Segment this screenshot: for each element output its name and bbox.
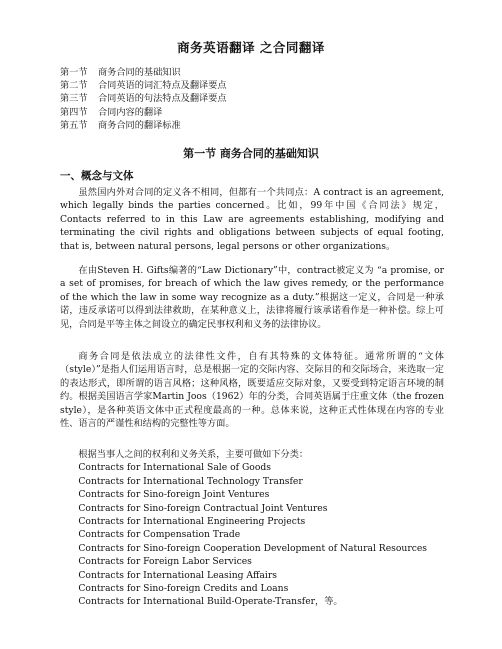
toc-item (60, 92, 227, 105)
subsection-title: 一、概念与文体 (60, 170, 134, 182)
contract-type-list (60, 461, 460, 608)
list-item: Contracts for Sino-foreign Joint Ventures (78, 489, 270, 501)
toc-item-number: 第五节 (60, 119, 88, 131)
toc-item-number: 第一节 (60, 67, 88, 78)
table-of-contents (60, 66, 227, 132)
toc-item-label: 合同英语的句法特点及翻译要点 (98, 93, 227, 105)
toc-item-number: 第三节 (60, 93, 88, 105)
document-title: 商务英语翻译 之合同翻译 (177, 40, 325, 55)
list-item: Contracts for International Leasing Affairs (78, 569, 277, 581)
toc-item-label: 合同英语的词汇特点及翻译要点 (98, 80, 227, 92)
list-item: Contracts for Foreign Labor Services (78, 556, 252, 568)
toc-item-number: 第四节 (60, 106, 88, 118)
contract-type-section (60, 448, 460, 609)
list-item: Contracts for International Build-Operate-Transfer，等。 (78, 596, 343, 608)
body-paragraph: 商务合同是依法成立的法律性文件，自有其特殊的文体特征。通常所谓的“文体（style）”是指人们运用语言时，总是根据一定的交际内容、交际目的和交际场合，来选取一定的表达形式，即所谓的语言风格；这种风格，既要适应交际对象，又要受到特定语言环境的制约。根据美国语言学家Martin Joos（1962）年的分类，合同英语属于庄重文体（the frozen style），是各种英语文体中正式程度最高的一种。总体来说，这种正式性体现在内容的专业性、语言的严谨性和结构的完整性等方面。 (60, 351, 444, 430)
body-paragraph: 虽然国内外对合同的定义各不相同，但都有一个共同点：A contract is an agreement, which legally binds the parties concerned。比如，99年中国《合同法》规定，Contacts referred to in this Law are agreements establishing, modifying and terminating the civil rights and obligations between subjects of equal footing, that is, between natural persons, legal persons or other organizations。 (60, 187, 444, 252)
list-item: Contracts for Sino-foreign Contractual Joint Ventures (78, 502, 328, 514)
section-title: 第一节 商务合同的基础知识 (183, 147, 319, 160)
toc-item (60, 119, 227, 132)
toc-item-label: 合同内容的翻译 (98, 106, 163, 118)
toc-item-number: 第二节 (60, 80, 88, 92)
list-item: Contracts for Sino-foreign Credits and Loans (78, 583, 289, 595)
toc-item-label: 商务合同的翻译标准 (98, 119, 181, 131)
list-item: Contracts for Sino-foreign Cooperation Development of Natural Resources (78, 542, 428, 554)
body-paragraph: 在由Steven H. Gifts编著的“Law Dictionary”中，contract被定义为 “a promise, or a set of promises, for breach of which the law gives remedy, or the performance of the which the law in some way recognize as a duty.”根据这一定义，合同是一种承诺，违反承诺可以得到法律救助，在某种意义上，法律将履行该承诺看作是一种补偿。综上可见，合同是平等主体之间设立的确定民事权利和义务的法律协议。 (60, 265, 444, 330)
toc-item (60, 79, 227, 92)
list-item: Contracts for International Engineering Projects (78, 516, 306, 528)
list-item: Contracts for International Technology Transfer (78, 475, 303, 487)
toc-item (60, 106, 227, 119)
list-intro: 根据当事人之间的权利和义务关系，主要可做如下分类： (78, 449, 309, 460)
list-item: Contracts for International Sale of Goods (78, 462, 271, 474)
toc-item-label: 商务合同的基础知识 (98, 67, 181, 78)
list-item: Contracts for Compensation Trade (78, 529, 241, 541)
toc-item (60, 66, 227, 79)
